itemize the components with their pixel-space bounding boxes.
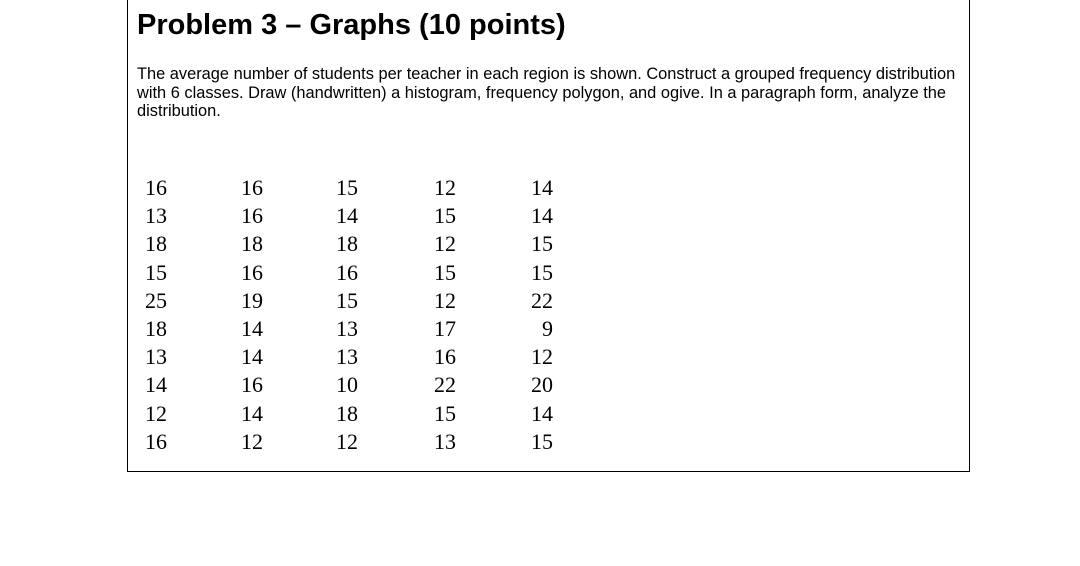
table-cell: 12: [336, 428, 358, 454]
table-cell: 16: [241, 259, 263, 285]
table-row: [138, 174, 553, 202]
table-row: [138, 230, 553, 258]
table-row: [138, 400, 553, 428]
problem-box: [127, 0, 970, 472]
table-cell: 12: [434, 175, 456, 200]
table-cell: 22: [434, 372, 456, 398]
problem-title: Problem 3 – Graphs (10 points): [137, 9, 566, 41]
table-cell: 9: [542, 316, 553, 342]
table-cell: 15: [145, 259, 167, 285]
table-cell: 17: [434, 316, 456, 342]
table-row: [138, 259, 553, 287]
table-cell: 14: [145, 372, 167, 398]
table-cell: 12: [434, 287, 456, 313]
table-cell: 16: [241, 175, 263, 200]
table-row: [138, 315, 553, 343]
table-cell: 13: [336, 316, 358, 342]
table-row: [138, 343, 553, 371]
table-cell: 18: [241, 231, 263, 257]
table-cell: 13: [434, 428, 456, 454]
table-row: [138, 202, 553, 230]
table-cell: 12: [145, 400, 167, 426]
table-cell: 15: [434, 259, 456, 285]
table-cell: 14: [531, 175, 553, 200]
problem-instructions: The average number of students per teacher in each region is shown. Construct a grouped frequency distribution with 6 classes. Draw (handwritten) a histogram, frequency polygon, and ogive. In a paragraph form, analyze the distribution.: [137, 65, 956, 120]
table-cell: 20: [531, 372, 553, 398]
table-cell: 18: [336, 400, 358, 426]
table-cell: 25: [145, 287, 167, 313]
table-cell: 14: [336, 203, 358, 229]
data-table: [138, 174, 553, 456]
table-cell: 15: [434, 400, 456, 426]
table-cell: 16: [145, 428, 167, 454]
table-cell: 15: [531, 231, 553, 257]
table-cell: 10: [336, 372, 358, 398]
table-cell: 12: [531, 344, 553, 370]
table-cell: 19: [241, 287, 263, 313]
table-cell: 12: [241, 428, 263, 454]
table-cell: 16: [241, 372, 263, 398]
table-cell: 15: [434, 203, 456, 229]
table-cell: 15: [336, 287, 358, 313]
table-cell: 22: [531, 287, 553, 313]
table-cell: 13: [145, 344, 167, 370]
table-cell: 14: [241, 344, 263, 370]
table-cell: 13: [336, 344, 358, 370]
table-cell: 14: [531, 400, 553, 426]
table-cell: 14: [531, 203, 553, 229]
table-cell: 15: [531, 259, 553, 285]
table-cell: 14: [241, 400, 263, 426]
table-cell: 15: [336, 175, 358, 200]
table-cell: 16: [336, 259, 358, 285]
table-cell: 14: [241, 316, 263, 342]
table-cell: 12: [434, 231, 456, 257]
table-cell: 18: [145, 231, 167, 257]
table-cell: 15: [531, 428, 553, 454]
table-cell: 16: [434, 344, 456, 370]
table-cell: 13: [145, 203, 167, 229]
table-row: [138, 371, 553, 399]
table-row: [138, 287, 553, 315]
table-cell: 16: [241, 203, 263, 229]
table-cell: 18: [336, 231, 358, 257]
table-cell: 18: [145, 316, 167, 342]
table-row: [138, 428, 553, 456]
table-cell: 16: [145, 175, 167, 200]
